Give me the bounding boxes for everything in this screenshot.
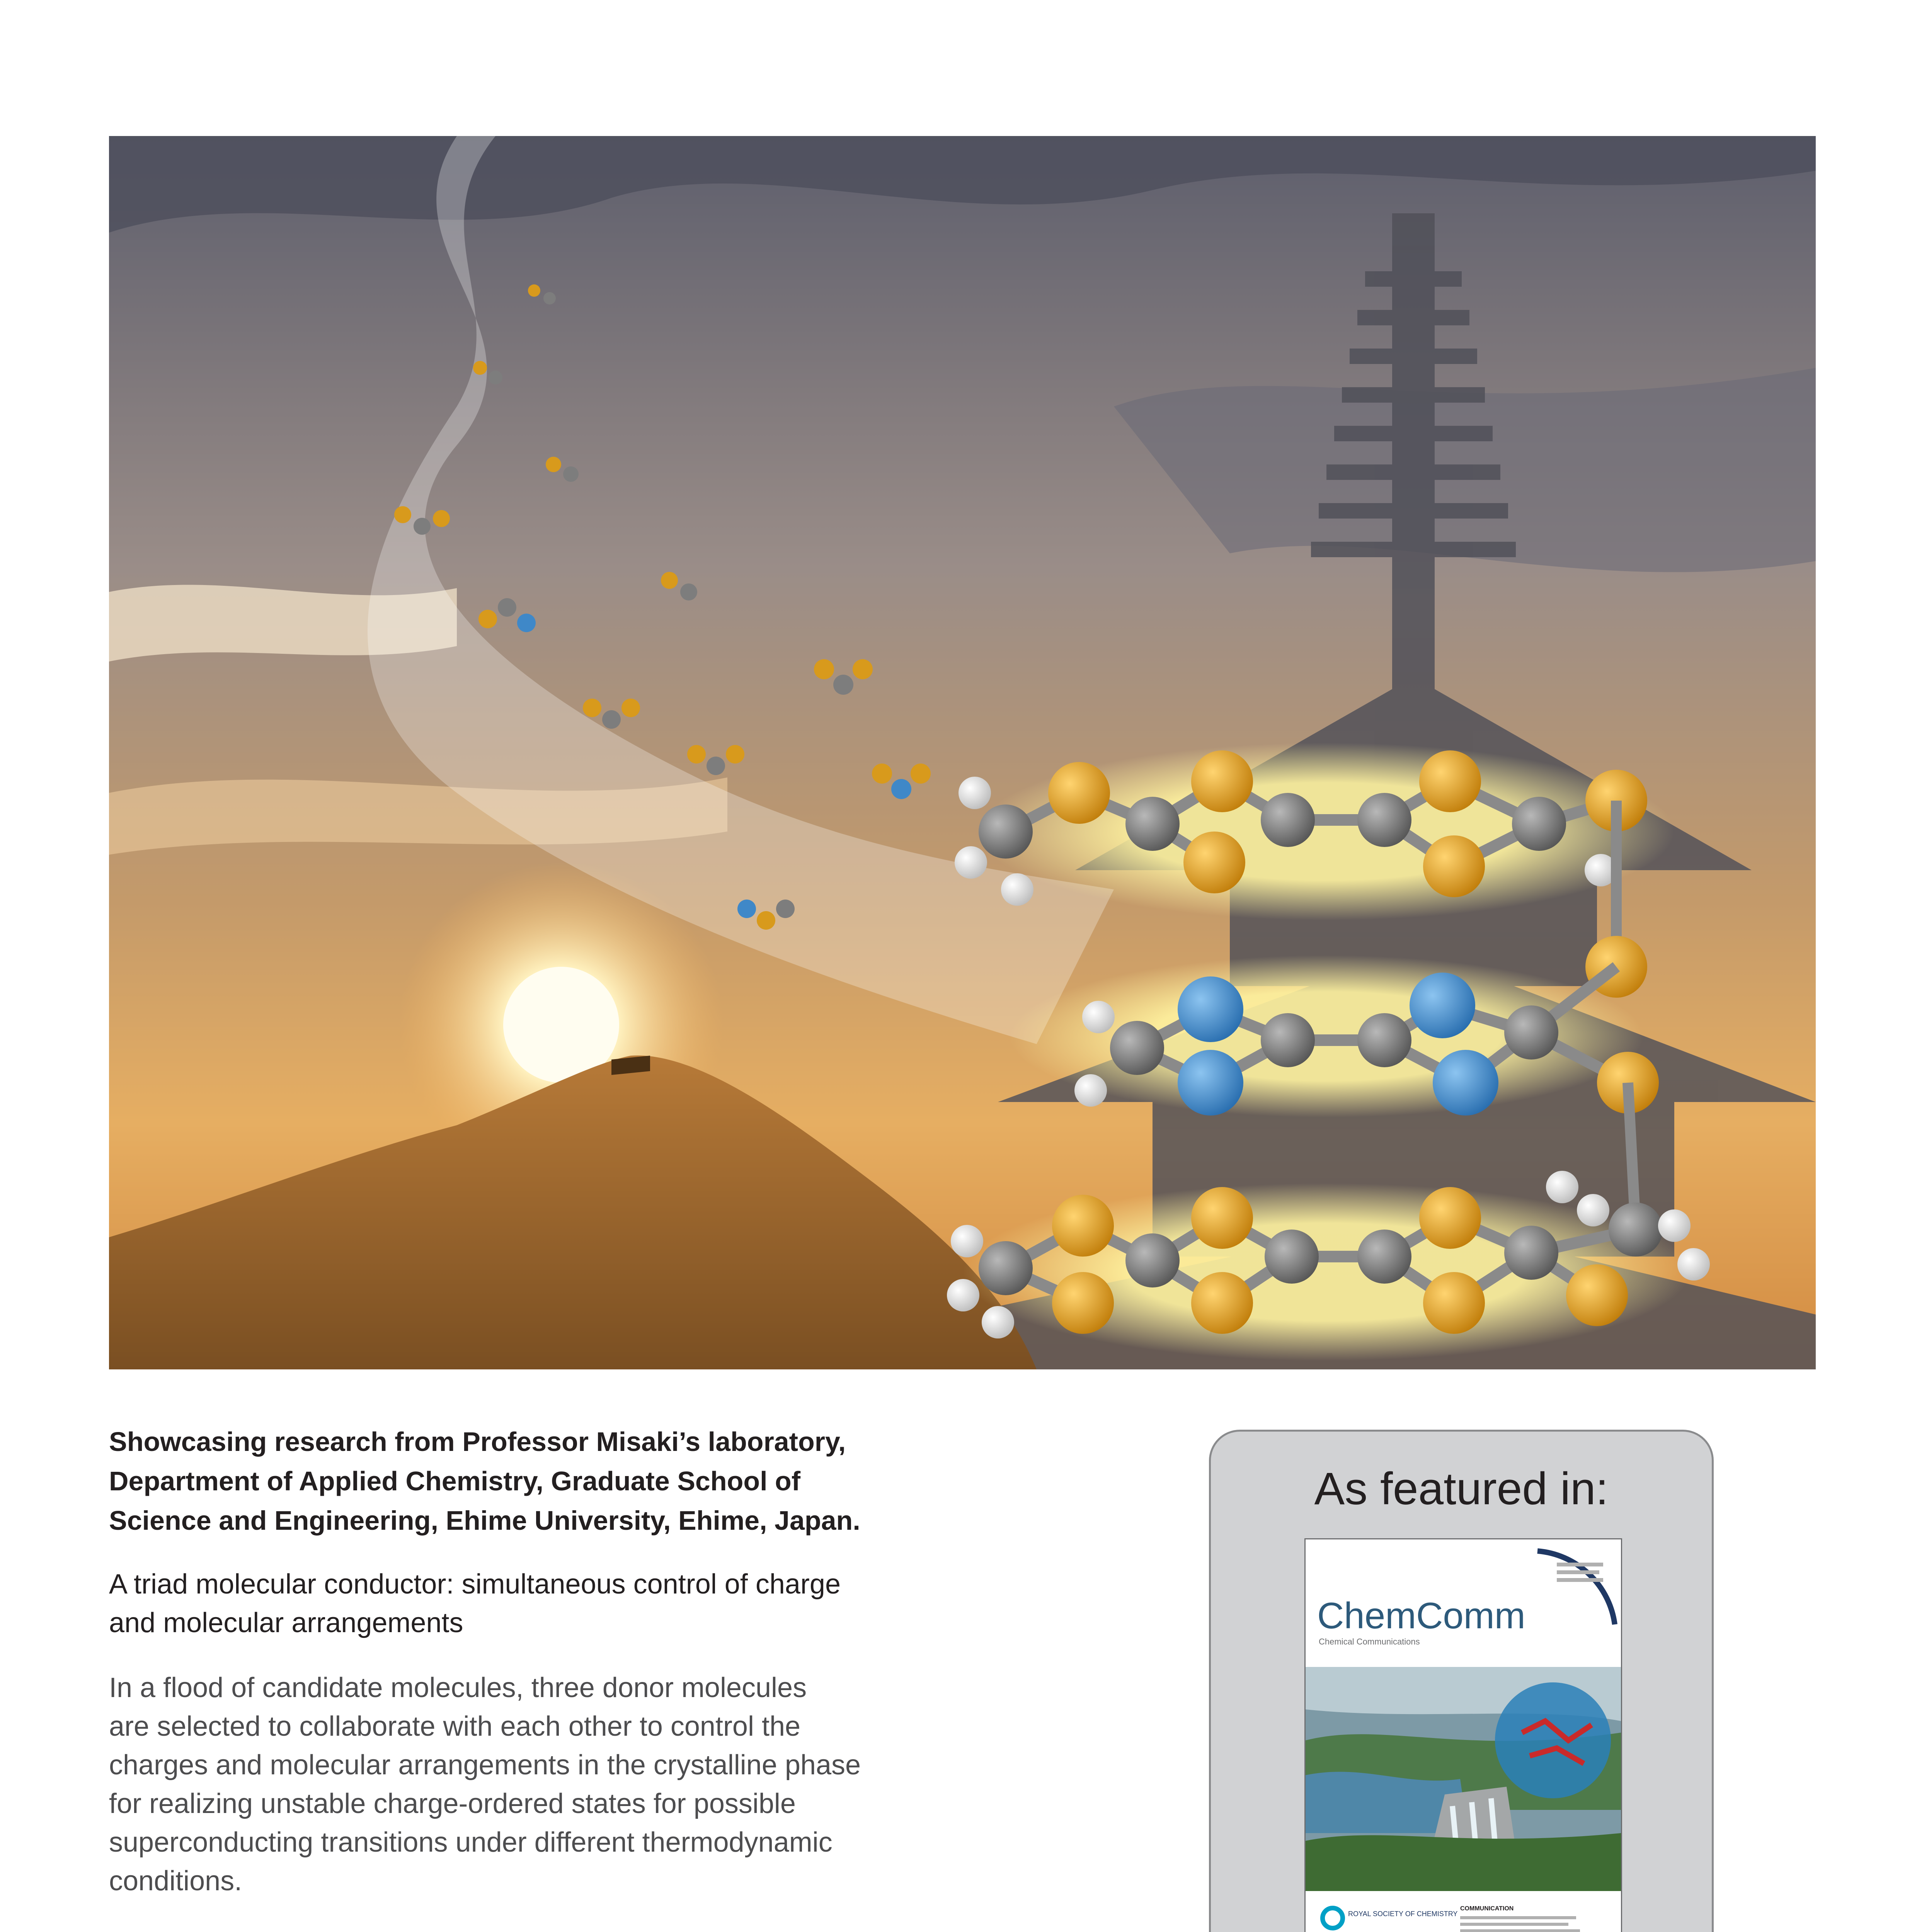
article-title bbox=[109, 1565, 998, 1642]
journal-cover-thumbnail[interactable] bbox=[1304, 1538, 1622, 1932]
showcase-line-2: Department of Applied Chemistry, Graduate School of bbox=[109, 1466, 801, 1496]
showcase-line-1: Showcasing research from Professor Misaki’s laboratory, bbox=[109, 1427, 846, 1457]
abstract-line-4: for realizing unstable charge-ordered states for possible bbox=[109, 1788, 796, 1819]
featured-heading: As featured in: bbox=[1314, 1463, 1609, 1514]
abstract-line-6: conditions. bbox=[109, 1866, 242, 1896]
abstract-line-1: In a flood of candidate molecules, three donor molecules bbox=[109, 1672, 807, 1703]
cover-illustration bbox=[109, 136, 1816, 1369]
abstract-line-5: superconducting transitions under different thermodynamic bbox=[109, 1827, 833, 1858]
featured-in-box bbox=[1209, 1430, 1714, 1932]
cover-journal-title: ChemComm bbox=[1317, 1595, 1525, 1636]
showcase-heading bbox=[109, 1422, 998, 1540]
cover-artwork bbox=[109, 136, 1816, 1369]
abstract-line-3: charges and molecular arrangements in the crystalline phase bbox=[109, 1750, 861, 1781]
showcase-line-3: Science and Engineering, Ehime University, Ehime, Japan. bbox=[109, 1505, 860, 1536]
article-abstract bbox=[109, 1668, 998, 1900]
cover-journal-subtitle: Chemical Communications bbox=[1319, 1637, 1420, 1646]
cover-publisher: ROYAL SOCIETY OF CHEMISTRY bbox=[1348, 1910, 1458, 1918]
article-title-line-2: and molecular arrangements bbox=[109, 1607, 463, 1638]
article-title-line-1: A triad molecular conductor: simultaneous control of charge bbox=[109, 1569, 841, 1600]
abstract-line-2: are selected to collaborate with each other to control the bbox=[109, 1711, 801, 1742]
cover-section: COMMUNICATION bbox=[1460, 1905, 1514, 1912]
journal-cover-artwork bbox=[1306, 1539, 1621, 1932]
